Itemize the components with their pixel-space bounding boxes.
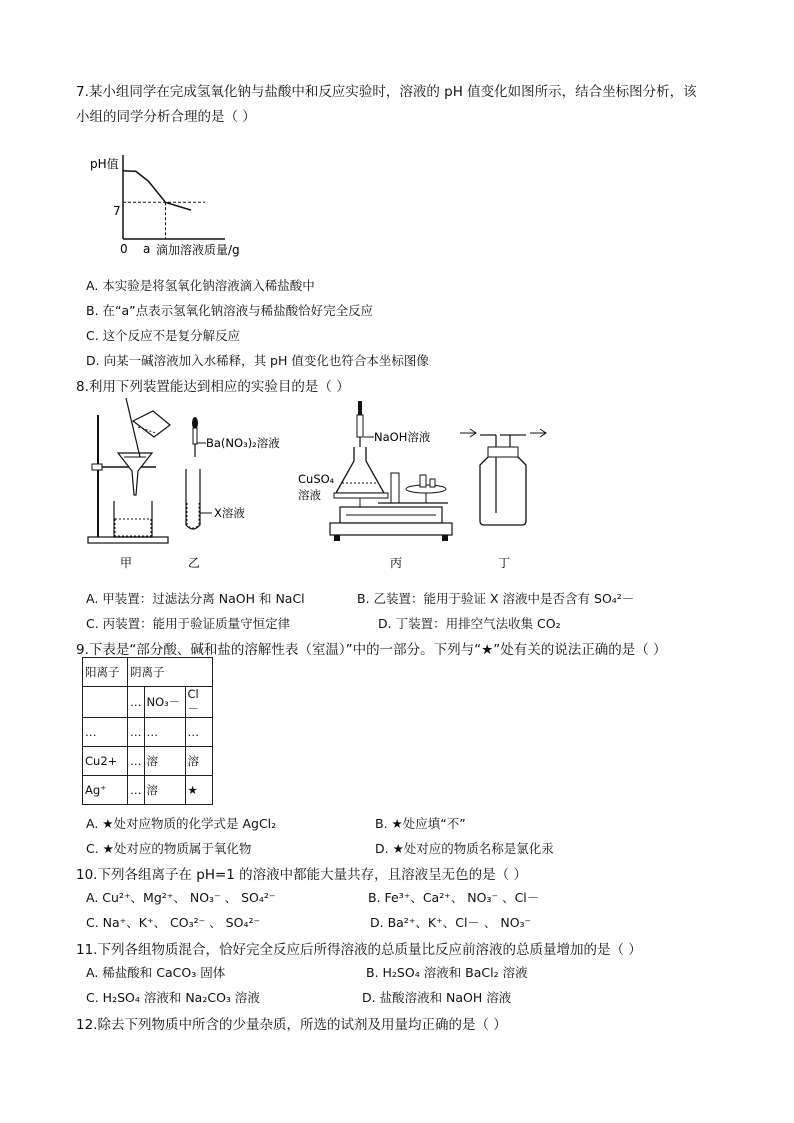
q8-stem: 8.利用下列装置能达到相应的实验目的是（ ） — [76, 379, 350, 395]
q9-option-d: D. ★处对应的物质名称是氯化汞 — [375, 841, 554, 856]
label-ba-no3: Ba(NO₃)₂溶液 — [206, 436, 280, 450]
label-jia: 甲 — [120, 556, 133, 570]
q9-option-b: B. ★处应填“不” — [375, 816, 466, 831]
table-cell: … — [128, 718, 145, 747]
label-cuso4-line2: 溶液 — [298, 488, 321, 502]
ph-curve — [123, 171, 191, 210]
q11-option-c: C. H₂SO₄ 溶液和 Na₂CO₃ 溶液 — [86, 990, 260, 1005]
label-naoh: NaOH溶液 — [374, 430, 431, 444]
q9-option-c: C. ★处对应的物质属于氧化物 — [86, 841, 252, 856]
apparatus-figure — [78, 395, 568, 570]
q10-option-d: D. Ba²⁺、K⁺、Cl－ 、 NO₃⁻ — [370, 915, 532, 930]
table-cell: NO₃－ — [144, 687, 185, 718]
q7-stem-line2: 小组的同学分析合理的是（ ） — [76, 109, 256, 125]
table-cell: Ag⁺ — [83, 776, 128, 805]
table-cell: … — [128, 687, 145, 718]
table-cell: 阳离子 — [83, 658, 128, 687]
q9-option-a: A. ★处对应物质的化学式是 AgCl₂ — [86, 816, 277, 831]
q7-stem-line1: 7.某小组同学在完成氢氧化钠与盐酸中和反应实验时，溶液的 pH 值变化如图所示，结合坐标图分析，该 — [76, 84, 697, 100]
table-cell: … — [144, 718, 185, 747]
table-cell: 溶 — [144, 747, 185, 776]
table-cell: 溶 — [185, 747, 212, 776]
table-cell: … — [185, 718, 212, 747]
table-cell: 阴离子 — [128, 658, 213, 687]
q8-option-d: D. 丁装置：用排空气法收集 CO₂ — [378, 616, 561, 631]
q8-option-c: C. 丙装置：能用于验证质量守恒定律 — [86, 616, 291, 631]
table-cell — [83, 687, 128, 718]
q11-option-d: D. 盐酸溶液和 NaOH 溶液 — [362, 990, 512, 1005]
q12-stem: 12.除去下列物质中所含的少量杂质，所选的试剂及用量均正确的是（ ） — [76, 1017, 507, 1033]
q7-option-c: C. 这个反应不是复分解反应 — [86, 328, 241, 343]
q11-stem: 11.下列各组物质混合，恰好完全反应后所得溶液的总质量比反应前溶液的总质量增加的是（ ） — [76, 942, 642, 958]
solubility-table — [82, 657, 213, 805]
q11-option-a: A. 稀盐酸和 CaCO₃ 固体 — [86, 965, 226, 980]
label-cuso4-line1: CuSO₄ — [298, 472, 335, 486]
gas-bottle-apparatus — [460, 429, 546, 525]
table-row — [83, 776, 213, 805]
ph-chart — [80, 145, 280, 265]
table-cell: Cl－ — [185, 687, 212, 718]
table-header-row — [83, 658, 213, 687]
label-ding: 丁 — [498, 556, 511, 570]
q10-option-b: B. Fe³⁺、Ca²⁺、 NO₃⁻ 、Cl－ — [368, 890, 540, 905]
y-axis-label: pH值 — [90, 157, 119, 171]
test-tube-apparatus — [186, 417, 212, 529]
table-row — [83, 718, 213, 747]
q10-option-c: C. Na⁺、K⁺、 CO₃²⁻ 、 SO₄²⁻ — [86, 915, 261, 930]
table-cell: 溶 — [144, 776, 185, 805]
label-x-solution: X溶液 — [214, 506, 245, 520]
q7-option-d: D. 向某一碱溶液加入水稀释，其 pH 值变化也符合本坐标图像 — [86, 353, 429, 368]
table-cell: ★ — [185, 776, 212, 805]
balance-apparatus — [330, 401, 452, 541]
y-mark-label: 7 — [113, 204, 121, 218]
table-cell: … — [128, 747, 145, 776]
table-cell: … — [128, 776, 145, 805]
q9-stem: 9.下表是“部分酸、碱和盐的溶解性表（室温）”中的一部分。下列与“★”处有关的说法正确的是（ ） — [76, 642, 667, 658]
q8-option-a: A. 甲装置：过滤法分离 NaOH 和 NaCl — [86, 591, 305, 606]
origin-label: 0 — [120, 242, 128, 256]
x-mark-label: a — [143, 242, 151, 256]
q10-stem: 10.下列各组离子在 pH=1 的溶液中都能大量共存，且溶液呈无色的是（ ） — [76, 867, 527, 883]
table-row — [83, 747, 213, 776]
table-cell: … — [83, 718, 128, 747]
label-yi: 乙 — [188, 556, 201, 570]
q7-option-a: A. 本实验是将氢氧化钠溶液滴入稀盐酸中 — [86, 278, 315, 293]
label-bing: 丙 — [390, 556, 403, 570]
q7-option-b: B. 在“a”点表示氢氧化钠溶液与稀盐酸恰好完全反应 — [86, 303, 374, 318]
table-row — [83, 687, 213, 718]
x-axis-label: 滴加溶液质量/g — [156, 243, 240, 257]
q11-option-b: B. H₂SO₄ 溶液和 BaCl₂ 溶液 — [366, 965, 528, 980]
q10-option-a: A. Cu²⁺、Mg²⁺、 NO₃⁻ 、 SO₄²⁻ — [86, 890, 276, 905]
table-cell: Cu2+ — [83, 747, 128, 776]
q8-option-b: B. 乙装置：能用于验证 X 溶液中是否含有 SO₄²－ — [357, 591, 635, 606]
filtration-apparatus — [88, 398, 170, 543]
